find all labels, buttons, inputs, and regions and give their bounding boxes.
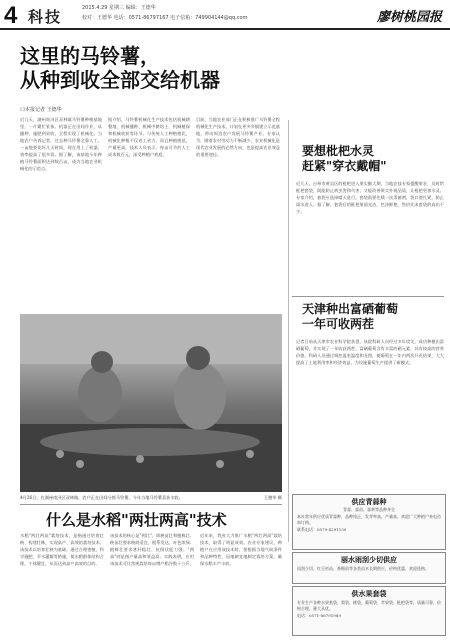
editor-line: 校对：王德华 电话：0571-86797167 电子信箱：749904144@qq.com bbox=[82, 15, 248, 21]
bottom-article-col1: 水稻"两壮两高"栽培技术，是指通过培育壮秧、构建壮株，实现高产、高效的栽培技术。该技术以培育壮秧为基础，通过合理密植、科学施肥、节水灌溉等措施，使水稻群体结构合理，个体健壮，从而达到高产高效的目的。 bbox=[20, 533, 104, 566]
main-byline: 口本报记者 王德华 bbox=[20, 107, 62, 113]
paper-name: 廖树桃园报 bbox=[376, 10, 442, 25]
side-article-1-title-line1: 要想枇杷水灵 bbox=[302, 144, 375, 158]
ad3-text: 专业生产各种水果套袋，梨袋、桃袋、葡萄袋、苹果袋、枇杷袋等，质量可靠，价格合理，量大从优。 bbox=[297, 600, 441, 611]
ad1-phone: 联系电话：0579-4291130 bbox=[297, 527, 347, 532]
side-article-2-title-line2: 一年可收两茬 bbox=[302, 317, 375, 331]
page-number: 4 bbox=[4, 2, 18, 29]
photo-caption-text: 4月26日，在湖州南浔区双林镇，农户正在田间分拣马铃薯。今年当地马铃薯喜获丰收。 bbox=[20, 495, 183, 500]
photo-credit: 王德华 摄 bbox=[263, 495, 282, 500]
ad2-title: 丽水雨刮少切供应 bbox=[341, 556, 397, 564]
photo-caption bbox=[20, 495, 282, 501]
ad1-title: 供应青蒜种 bbox=[351, 498, 387, 506]
main-article-col1: 近几天，湖州南浔区双林镇马铃薯种植基地里，一片繁忙景象。机器正在田间作业，从播种、施肥到采收，全程实现了机械化。当地农户告诉记者，过去种马铃薯全靠人工，一亩地要花好几天时间，现在用上了机器，效率提高了很多倍。据了解，该基地今年种植马铃薯面积达到数百亩，成为当地农业机械化的示范点。 bbox=[20, 117, 102, 171]
main-headline-line1: 这里的马铃薯， bbox=[20, 44, 160, 68]
ad3-phone: 电话：0571-86791989 bbox=[297, 613, 341, 618]
ad3-title: 供水果套袋 bbox=[351, 590, 387, 598]
column-divider bbox=[288, 120, 289, 542]
ad1-subtitle: 青蒜、蒜苗、蒜黄等品种齐全 bbox=[343, 507, 395, 512]
side-article-1-body: 近几天，台州市黄岩区的枇杷进入果实膨大期，当地农技专家提醒果农，及时给枇杷套袋，既能防止病虫害和鸟害，又能改善果实外观品质，让枇杷更加水灵。专家介绍，套袋应选择晴天进行，套袋前要先喷一次杀菌剂，袋口要扎紧，防止雨水进入。据了解，套袋后的枇杷果面光洁，色泽鲜艳，售价比未套袋的高出不少。 bbox=[296, 181, 444, 214]
main-headline-line2: 从种到收全部交给机器 bbox=[20, 68, 220, 92]
main-article-col2: 据介绍，马铃薯机械化生产技术包括机械耕整地、机械播种、机械中耕培土、机械植保和机械收获等环节。与传统人工种植相比，机械化种植不仅省工省力，而且种植规范，产量更高。技术人员表示，每亩可节约人工成本数百元，深受种植户欢迎。 bbox=[108, 117, 190, 157]
side-article-1-headline bbox=[302, 144, 442, 174]
photo-illustration bbox=[20, 314, 282, 492]
ad-box-1 bbox=[292, 494, 446, 550]
side-article-1-title-line2: 赶紧"穿衣戴帽" bbox=[302, 159, 387, 173]
ad-box-3 bbox=[292, 586, 446, 636]
separator bbox=[20, 504, 282, 505]
side-article-2-title-line1: 天津种出富硒葡萄 bbox=[302, 302, 399, 316]
section-title: 科技 bbox=[28, 8, 63, 26]
main-article-col3: 目前，当地农业部门正在积极推广马铃薯全程机械化生产技术，计划在更多乡镇建立示范基地，带动周边农户发展马铃薯产业。专家认为，随着农村劳动力不断减少，农业机械化是现代农业发展的必然方向，也是提高农业效益的重要途径。 bbox=[196, 117, 280, 157]
bottom-article-col3: 近年来，我省大力推广水稻"两壮两高"栽培技术，取得了明显成效。农业专家建议，种植户在应用该技术时，要根据当地气候条件和品种特性，因地制宜地制定栽培方案，确保水稻丰产丰收。 bbox=[200, 533, 282, 566]
date-line: 2015.4.29 星期三 编辑：王德华 bbox=[82, 5, 156, 11]
side-article-2-body: 记者日前从天津市农业科学院获悉，该院科研人员经过多年攻关，成功种植出富硒葡萄，并实现了一年收获两茬。富硒葡萄含有丰富的硒元素，具有较高的营养价值。科研人员通过调控温室温度和光照，使葡萄在一年内两次开花结果，大大提高了土地利用率和经济效益，为设施葡萄生产提供了新模式。 bbox=[296, 339, 444, 365]
side-article-2-headline bbox=[302, 302, 442, 332]
bottom-article-col2: 该技术的核心是"两壮"，即秧苗壮和植株壮。秧苗壮要求秧龄适宜、根系发达、叶色浓绿；植株壮要求茎秆粗壮、抗倒伏能力强。"两高"则是指产量高和效益高。实践表明，应用该技术可比常规栽培每亩增产稻谷数十公斤。 bbox=[110, 533, 194, 566]
ad-box-2 bbox=[292, 552, 446, 584]
separator bbox=[292, 296, 444, 297]
ad1-text: 本社常年供应优质青蒜种，品种纯正，发芽率高，产量高，欢迎广大种植户来电咨询订购。 bbox=[297, 514, 441, 525]
main-headline bbox=[20, 44, 280, 92]
ad2-text: 雨刮少切、红豆杉苗、香榧苗等各类苗木长期供应，价格优惠，欢迎选购。 bbox=[297, 566, 429, 571]
news-photo bbox=[20, 314, 282, 492]
bottom-article-headline: 什么是水稻"两壮两高"技术 bbox=[46, 511, 227, 529]
